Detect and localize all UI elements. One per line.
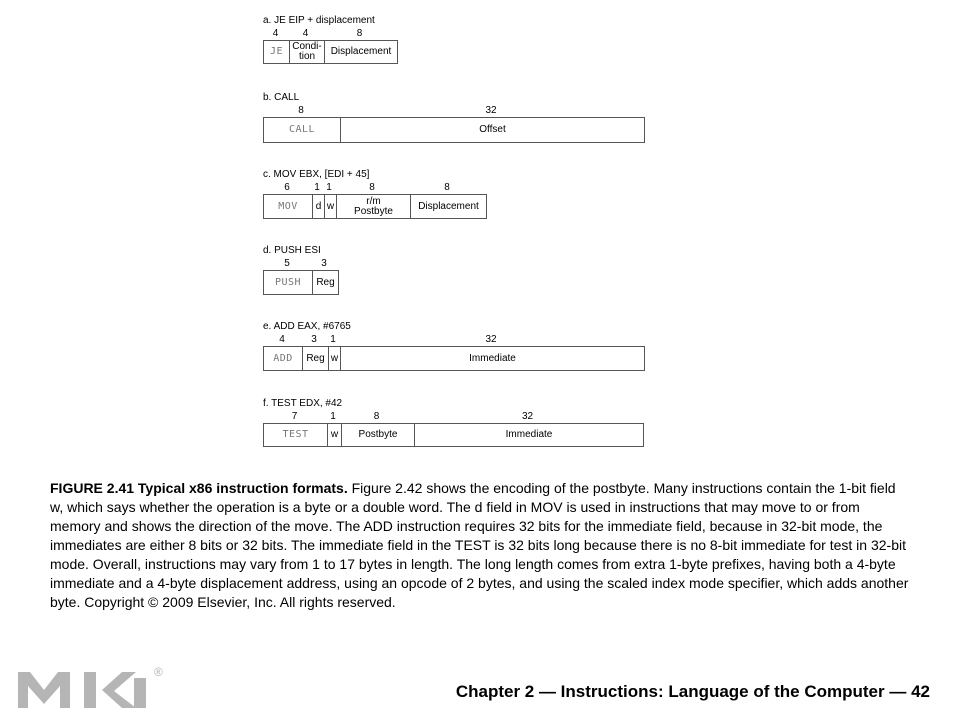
format-title: b. CALL: [263, 92, 300, 103]
opcode-field: JE: [269, 46, 284, 57]
instruction-field: Reg: [302, 347, 328, 370]
instruction-field: Postbyte: [341, 424, 414, 446]
bit-width-label: 32: [521, 411, 534, 422]
slide-footer: Chapter 2 — Instructions: Language of the Computer — 42: [455, 682, 930, 701]
bit-width-label: 4: [272, 28, 279, 39]
instruction-field: Displacement: [324, 41, 397, 63]
mk-publisher-logo-icon: [18, 664, 168, 712]
field-row: [263, 346, 645, 371]
format-title: a. JE EIP + displacement: [263, 15, 375, 26]
instruction-field: Reg: [312, 271, 338, 294]
instruction-field: Condi- tion: [289, 41, 324, 63]
field-row: [263, 270, 339, 295]
bit-width-label: 6: [284, 182, 290, 193]
bit-width-label: 3: [311, 334, 317, 345]
instruction-field: Displacement: [410, 195, 486, 218]
bit-width-label: 8: [356, 28, 363, 39]
field-row: [263, 40, 398, 64]
field-row: [263, 194, 487, 219]
bit-width-label: 8: [298, 105, 304, 116]
instruction-field: Immediate: [340, 347, 644, 370]
instruction-field: r/m Postbyte: [336, 195, 410, 218]
bit-width-label: 3: [321, 258, 327, 269]
field-row: [263, 423, 644, 447]
format-title: c. MOV EBX, [EDI + 45]: [263, 169, 370, 180]
figure-caption: [50, 479, 910, 612]
svg-text:®: ®: [154, 665, 163, 679]
opcode-field: TEST: [282, 429, 309, 440]
instruction-field: w: [324, 195, 336, 218]
instruction-field: w: [327, 424, 341, 446]
opcode-field: MOV: [278, 200, 298, 212]
format-title: d. PUSH ESI: [263, 245, 321, 256]
instruction-field: Offset: [340, 118, 644, 142]
instruction-field: Immediate: [414, 424, 643, 446]
bit-width-label: 7: [291, 411, 298, 422]
instruction-field: d: [312, 195, 324, 218]
bit-width-label: 1: [314, 182, 320, 193]
bit-width-label: 5: [284, 258, 290, 269]
bit-width-label: 1: [330, 334, 336, 345]
field-row: [263, 117, 645, 143]
format-title: e. ADD EAX, #6765: [263, 321, 351, 332]
caption-heading: FIGURE 2.41 Typical x86 instruction formats.: [50, 480, 348, 496]
bit-width-label: 8: [444, 182, 450, 193]
opcode-field: ADD: [273, 352, 293, 364]
opcode-field: PUSH: [274, 276, 302, 288]
instruction-field: w: [328, 347, 340, 370]
bit-width-label: 1: [330, 411, 336, 422]
bit-width-label: 8: [373, 411, 380, 422]
bit-width-label: 1: [326, 182, 332, 193]
bit-width-label: 32: [485, 105, 497, 116]
bit-width-label: 8: [369, 182, 375, 193]
bit-width-label: 4: [302, 28, 309, 39]
opcode-field: CALL: [288, 124, 316, 135]
caption-body: Figure 2.42 shows the encoding of the postbyte. Many instructions contain the 1-bit field w, which says whether the operation is a byte or a double word. The d field in MOV is used in instructions that may move to or from memory and shows the direction of the move. The ADD instruction requires 32 bits for the immediate field, because in 32-bit mode, the immediates are either 8 bits or 32 bits. The immediate field in the TEST is 32 bits long because there is no 8-bit immediate for test in 32-bit mode. Overall, instructions may vary from 1 to 17 bytes in length. The long length comes from extra 1-byte prefixes, having both a 4-byte immediate and a 4-byte displacement address, using an opcode of 2 bytes, and using the scaled index mode specifier, which adds another byte. Copyright © 2009 Elsevier, Inc. All rights reserved.: [50, 480, 909, 610]
bit-width-label: 32: [485, 334, 497, 345]
bit-width-label: 4: [279, 334, 285, 345]
format-title: f. TEST EDX, #42: [263, 398, 343, 409]
